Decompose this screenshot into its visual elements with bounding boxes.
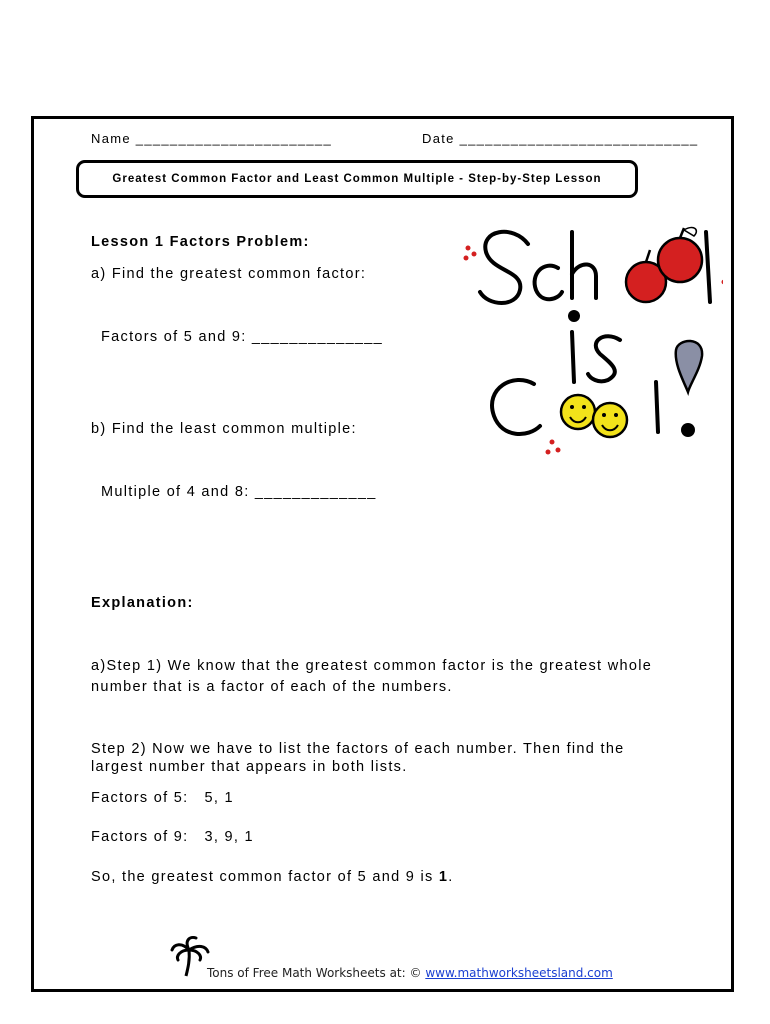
conclusion: [91, 869, 454, 885]
step1-line1: a)Step 1) We know that the greatest common factor is the greatest whole: [91, 658, 653, 674]
explanation-heading: Explanation:: [91, 595, 194, 611]
step2-line1: Step 2) Now we have to list the factors of each number. Then find the: [91, 741, 625, 757]
palm-tree-icon: [170, 936, 210, 978]
lesson-heading: Lesson 1 Factors Problem:: [91, 234, 310, 250]
multiple-prompt: Multiple of 4 and 8: _____________: [101, 484, 377, 500]
conclusion-period: .: [448, 869, 454, 885]
date-field: Date ____________________________: [422, 131, 699, 146]
footer-text: [207, 966, 613, 980]
conclusion-text: So, the greatest common factor of 5 and 9 is: [91, 869, 439, 885]
conclusion-answer: 1: [438, 869, 449, 885]
factors-prompt: Factors of 5 and 9: ______________: [101, 329, 384, 345]
step2-line2: largest number that appears in both lists.: [91, 759, 408, 775]
name-field: Name _______________________: [91, 131, 332, 146]
factors-of-5: Factors of 5: 5, 1: [91, 790, 234, 806]
title-box: [76, 160, 638, 198]
school-is-cool-clipart: [458, 212, 723, 462]
step1-line2: number that is a factor of each of the numbers.: [91, 679, 453, 695]
part-b-text: b) Find the least common multiple:: [91, 421, 357, 437]
footer-label: Tons of Free Math Worksheets at: ©: [207, 966, 426, 980]
part-a-text: a) Find the greatest common factor:: [91, 266, 367, 282]
footer-link[interactable]: www.mathworksheetsland.com: [425, 966, 613, 980]
page-title: Greatest Common Factor and Least Common Multiple - Step-by-Step Lesson: [112, 173, 602, 185]
factors-of-9: Factors of 9: 3, 9, 1: [91, 829, 254, 845]
